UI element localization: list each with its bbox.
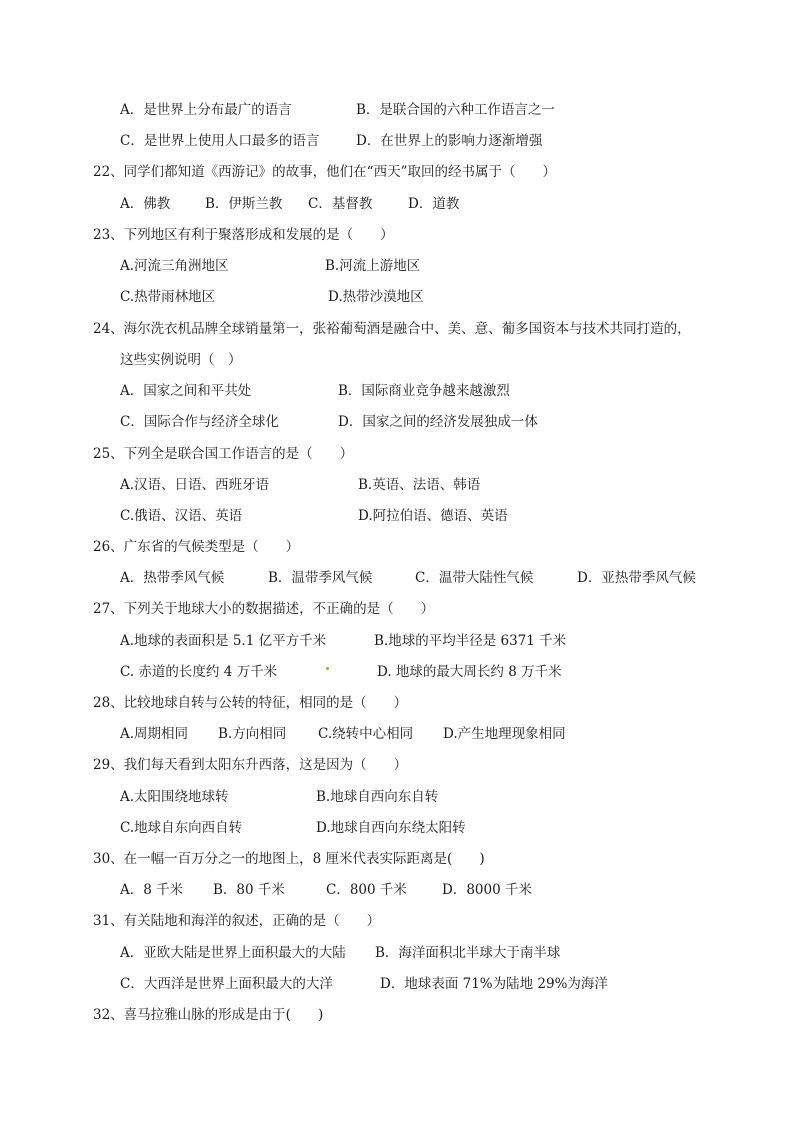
option-d: D. 地球的最大周长约 8 万千米 (377, 664, 562, 680)
stray-dot (326, 667, 329, 670)
question-26-stem: 26、广东省的气候类型是（ ） (93, 539, 300, 555)
option-c: C．800 千米 (326, 882, 407, 898)
option-b: B．80 千米 (213, 882, 285, 898)
option-d: D．国家之间的经济发展独成一体 (338, 414, 538, 430)
option-a: A.周期相同 (120, 726, 189, 742)
option-d: D．地球表面 71%为陆地 29%为海洋 (380, 976, 608, 992)
option-a: A.太阳围绕地球转 (120, 789, 229, 805)
question-29-stem: 29、我们每天看到太阳东升西落，这是因为（ ） (93, 757, 408, 773)
option-d: D．8000 千米 (442, 882, 532, 898)
option-d: D.热带沙漠地区 (328, 289, 424, 305)
option-d: D．道教 (408, 196, 460, 212)
option-a: A.河流三角洲地区 (120, 258, 229, 274)
option-a: A．8 千米 (120, 882, 184, 898)
question-30-stem: 30、在一幅一百万分之一的地图上，8 厘米代表实际距离是( ) (93, 851, 485, 867)
question-23-stem: 23、下列地区有利于聚落形成和发展的是（ ） (93, 227, 394, 243)
option-c: C．温带大陆性气候 (415, 570, 534, 586)
question-28-stem: 28、比较地球自转与公转的特征，相同的是（ ） (93, 695, 408, 711)
option-d: D.阿拉伯语、德语、英语 (358, 508, 508, 524)
option-b: B．海洋面积北半球大于南半球 (375, 945, 561, 961)
question-24-stem-cont: 这些实例说明（ ） (120, 352, 242, 368)
question-22-stem: 22、同学们都知道《西游记》的故事，他们在“西天”取回的经书属于（ ） (93, 164, 556, 180)
option-b: B．国际商业竞争越来越激烈 (338, 383, 510, 399)
option-c: C．基督教 (308, 196, 373, 212)
question-25-stem: 25、下列全是联合国工作语言的是（ ） (93, 446, 354, 462)
option-c: C.地球自东向西自转 (120, 820, 243, 836)
option-c: C．是世界上使用人口最多的语言 (120, 133, 320, 149)
option-c: C.热带雨林地区 (120, 289, 216, 305)
option-b: B.河流上游地区 (325, 258, 421, 274)
option-a: A．是世界上分布最广的语言 (120, 102, 292, 118)
question-27-stem: 27、下列关于地球大小的数据描述，不正确的是（ ） (93, 601, 435, 617)
option-b: B．伊斯兰教 (205, 196, 283, 212)
option-a: A．国家之间和平共处 (120, 383, 252, 399)
option-b: B.地球自西向东自转 (316, 789, 439, 805)
option-c: C.俄语、汉语、英语 (120, 508, 243, 524)
option-a: A．热带季风气候 (120, 570, 225, 586)
option-c: C.绕转中心相同 (318, 726, 414, 742)
option-b: B.英语、法语、韩语 (358, 477, 481, 493)
option-c: C．大西洋是世界上面积最大的大洋 (120, 976, 333, 992)
question-32-stem: 32、喜马拉雅山脉的形成是由于( ) (93, 1007, 324, 1023)
option-a: A．佛教 (120, 196, 171, 212)
option-d: D．在世界上的影响力逐渐增强 (356, 133, 543, 149)
option-a: A.地球的表面积是 5.1 亿平方千米 (120, 633, 327, 649)
option-c: C．国际合作与经济全球化 (120, 414, 279, 430)
option-b: B.方向相同 (218, 726, 287, 742)
option-b: B.地球的平均半径是 6371 千米 (374, 633, 567, 649)
option-a: A.汉语、日语、西班牙语 (120, 477, 270, 493)
question-24-stem: 24、海尔洗衣机品牌全球销量第一，张裕葡萄酒是融合中、美、意、葡多国资本与技术共同打造的， (93, 321, 691, 337)
option-a: A．亚欧大陆是世界上面积最大的大陆 (120, 945, 346, 961)
option-d: D．亚热带季风气候 (577, 570, 696, 586)
option-b: B．温带季风气候 (268, 570, 373, 586)
option-d: D.地球自西向东绕太阳转 (316, 820, 466, 836)
option-b: B．是联合国的六种工作语言之一 (356, 102, 555, 118)
option-d: D.产生地理现象相同 (443, 726, 566, 742)
question-31-stem: 31、有关陆地和海洋的叙述，正确的是（ ） (93, 913, 381, 929)
option-c: C. 赤道的长度约 4 万千米 (120, 664, 278, 680)
